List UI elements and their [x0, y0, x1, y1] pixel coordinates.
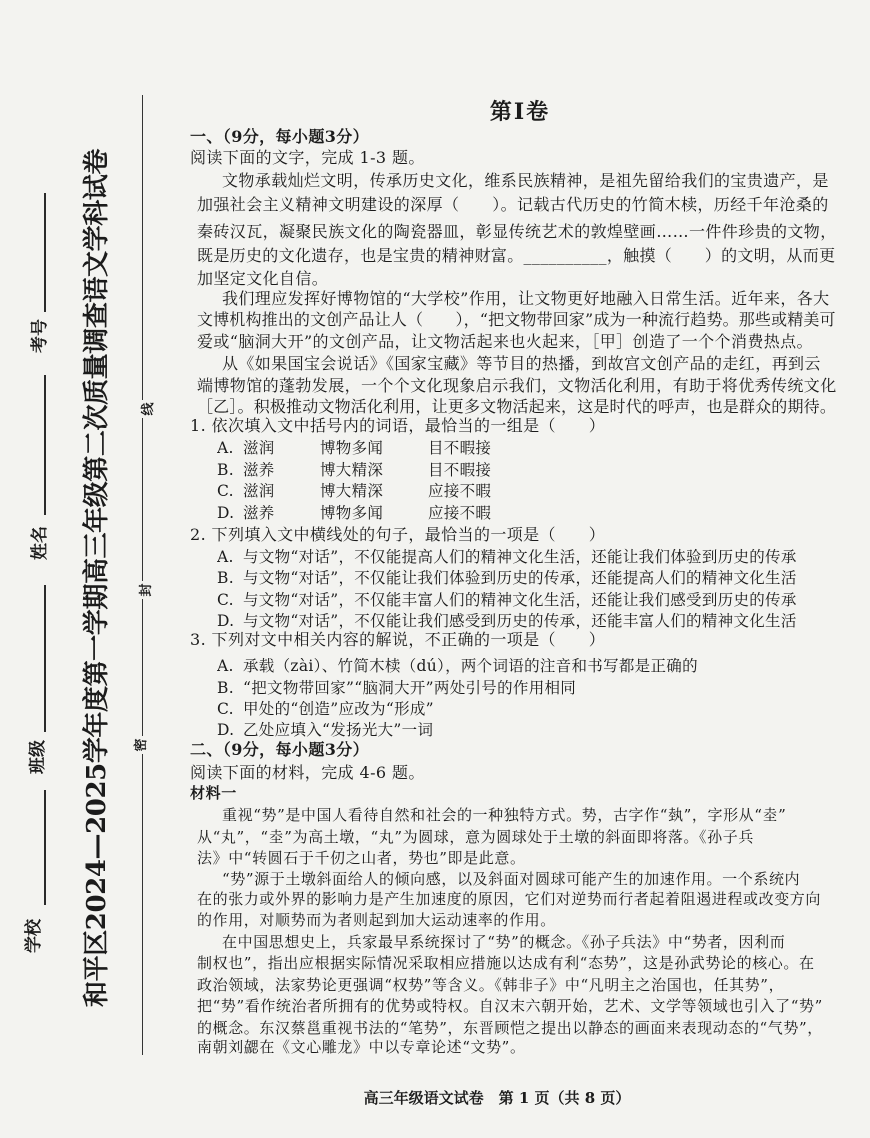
option-label: D. — [217, 504, 235, 522]
question-3-option-a — [217, 656, 827, 676]
option-text: “把文物带回家”“脑洞大开”两处引号的作用相同 — [243, 679, 577, 697]
question-3-stem: 3. 下列对文中相关内容的解说，不正确的一项是（ ） — [190, 630, 606, 649]
passage-line: 秦砖汉瓦，凝聚民族文化的陶瓷器皿，彰显传统艺术的敦煌壁画……一件件珍贵的文物， — [197, 222, 837, 241]
material-label: 材料一 — [190, 784, 237, 802]
passage-line: 爱或“脑洞大开”的文创产品，让文物活起来也火起来，［甲］创造了一个个消费热点。 — [197, 332, 813, 351]
material-line: 南朝刘勰在《文心雕龙》中以专章论述“文势”。 — [197, 1038, 526, 1056]
option-label: B. — [217, 569, 234, 587]
question-1-stem: 1. 依次填入文中括号内的词语，最恰当的一组是（ ） — [190, 416, 606, 435]
passage-line: ［乙］。积极推动文物活化利用，让更多文物活起来，这是时代的呼声，也是群众的期待。 — [197, 397, 837, 416]
question-1-option-b — [217, 460, 827, 480]
material-line: 在中国思想史上，兵家最早系统探讨了“势”的概念。《孙子兵法》中“势者，因利而 — [222, 933, 786, 951]
material-line: 的概念。东汉蔡邕重视书法的“笔势”，东晋顾恺之提出以静态的画面来表现动态的“气势”， — [197, 1019, 823, 1037]
exam-number-label: 考号 — [30, 319, 50, 353]
question-2-option-b — [217, 568, 827, 588]
passage-line: 从《如果国宝会说话》《国家宝藏》等节目的热播，到故宫文创产品的走红，再到云 — [222, 354, 821, 373]
class-blank — [44, 585, 46, 732]
passage-line: 文物承载灿烂文明，传承历史文化，维系民族精神，是祖先留给我们的宝贵遗产，是 — [222, 171, 829, 190]
part2-heading: 二、（9分，每小题3分） — [190, 740, 370, 759]
material-line: 从“丸”，“坴”为高土墩，“丸”为圆球，意为圆球处于土墩的斜面即将落。《孙子兵 — [197, 828, 754, 846]
name-label: 姓名 — [30, 526, 50, 560]
question-1-option-a — [217, 438, 827, 458]
question-3-option-c — [217, 699, 827, 719]
option-word: 博大精深 — [320, 461, 384, 479]
option-word: 滋润 — [243, 482, 275, 500]
material-line: 制权也”，指出应根据实际情况采取相应措施以达成有利“态势”，这是孙武势论的核心。在 — [197, 954, 815, 972]
passage-line: 端博物馆的蓬勃发展，一个个文化现象启示我们，文物活化利用，有助于将优秀传统文化 — [197, 376, 837, 395]
material-line: 政治领域，法家势论更强调“权势”等含义。《韩非子》中“凡明主之治国也，任其势”， — [197, 976, 785, 994]
part1-heading: 一、（9分，每小题3分） — [190, 127, 370, 146]
question-2-option-d — [217, 611, 827, 631]
option-word: 滋养 — [243, 504, 275, 522]
volume-title: 第Ⅰ卷 — [489, 99, 551, 125]
option-word: 应接不暇 — [428, 482, 492, 500]
option-text: 承载（zài）、竹简木椟（dú），两个词语的注音和书写都是正确的 — [243, 657, 698, 675]
option-word: 滋润 — [243, 439, 275, 457]
option-word: 应接不暇 — [428, 504, 492, 522]
option-text: 与文物“对话”，不仅能让我们体验到历史的传承，还能提高人们的精神文化生活 — [243, 569, 797, 587]
binding-mark-seal: 封 — [138, 581, 156, 599]
material-line: “势”源于土墩斜面给人的倾向感，以及斜面对圆球可能产生的加速作用。一个系统内 — [222, 870, 801, 888]
question-3-option-b — [217, 678, 827, 698]
passage-line: 既是历史的文化遗存，也是宝贵的精神财富。__________，触摸（ ）的文明，从而更 — [197, 246, 836, 265]
option-text: 乙处应填入“发扬光大”一词 — [243, 721, 434, 739]
exam-number-blank — [44, 193, 46, 312]
option-label: B. — [217, 679, 234, 697]
part2-instruction: 阅读下面的材料，完成 4-6 题。 — [190, 763, 425, 782]
question-1-option-c — [217, 481, 827, 501]
exam-title: 和平区2024—2025学年度第一学期高三年级第二次质量调查语文学科试卷 — [82, 149, 112, 1007]
option-word: 目不暇接 — [428, 439, 492, 457]
option-label: C. — [217, 591, 234, 609]
option-text: 甲处的“创造”应改为“形成” — [243, 700, 434, 718]
option-text: 与文物“对话”，不仅能提高人们的精神文化生活，还能让我们体验到历史的传承 — [243, 548, 797, 566]
option-label: D. — [217, 721, 235, 739]
binding-mark-line: 线 — [140, 400, 158, 418]
question-3-option-d — [217, 720, 827, 740]
school-blank — [44, 790, 46, 905]
question-2-option-c — [217, 590, 827, 610]
option-word: 博物多闻 — [320, 504, 384, 522]
part1-instruction: 阅读下面的文字，完成 1-3 题。 — [190, 148, 425, 167]
name-blank — [44, 375, 46, 515]
material-line: 重视“势”是中国人看待自然和社会的一种独特方式。势，古字作“埶”，字形从“坴” — [222, 806, 787, 824]
option-word: 滋养 — [243, 461, 275, 479]
option-label: A. — [217, 548, 234, 566]
class-label: 班级 — [28, 740, 48, 774]
option-label: A. — [217, 657, 234, 675]
passage-line: 文博机构推出的文创产品让人（ ），“把文物带回家”成为一种流行趋势。那些或精美可 — [197, 310, 836, 329]
passage-line: 我们理应发挥好博物馆的“大学校”作用，让文物更好地融入日常生活。近年来，各大 — [222, 289, 830, 308]
option-label: C. — [217, 700, 234, 718]
option-label: B. — [217, 461, 234, 479]
question-2-option-a — [217, 547, 827, 567]
material-line: 法》中“转圆石于千仞之山者，势也”即是此意。 — [197, 849, 526, 867]
material-line: 的作用，对顺势而为者则起到加大运动速率的作用。 — [197, 911, 556, 929]
option-word: 博大精深 — [320, 482, 384, 500]
page-footer: 高三年级语文试卷 第 1 页（共 8 页） — [363, 1089, 631, 1107]
option-text: 与文物“对话”，不仅能丰富人们的精神文化生活，还能让我们感受到历史的传承 — [243, 591, 797, 609]
material-line: 把“势”看作统治者所拥有的优势或特权。自汉末六朝开始，艺术、文学等领域也引入了“势” — [197, 997, 823, 1015]
option-word: 目不暇接 — [428, 461, 492, 479]
question-1-option-d — [217, 503, 827, 523]
question-2-stem: 2. 下列填入文中横线处的句子，最恰当的一项是（ ） — [190, 525, 606, 544]
school-label: 学校 — [24, 919, 44, 953]
binding-mark-secret: 密 — [133, 736, 151, 754]
passage-line: 加坚定文化自信。 — [197, 269, 329, 288]
passage-line: 加强社会主义精神文明建设的深厚（ ）。记载古代历史的竹简木椟，历经千年沧桑的 — [197, 195, 829, 214]
option-label: D. — [217, 612, 235, 630]
option-text: 与文物“对话”，不仅能让我们感受到历史的传承，还能丰富人们的精神文化生活 — [243, 612, 797, 630]
option-label: C. — [217, 482, 234, 500]
binding-line — [142, 95, 143, 1055]
option-label: A. — [217, 439, 234, 457]
option-word: 博物多闻 — [320, 439, 384, 457]
material-line: 在的张力或外界的影响力是产生加速度的原因，它们对逆势而行者起着阻遏进程或改变方向 — [197, 890, 822, 908]
